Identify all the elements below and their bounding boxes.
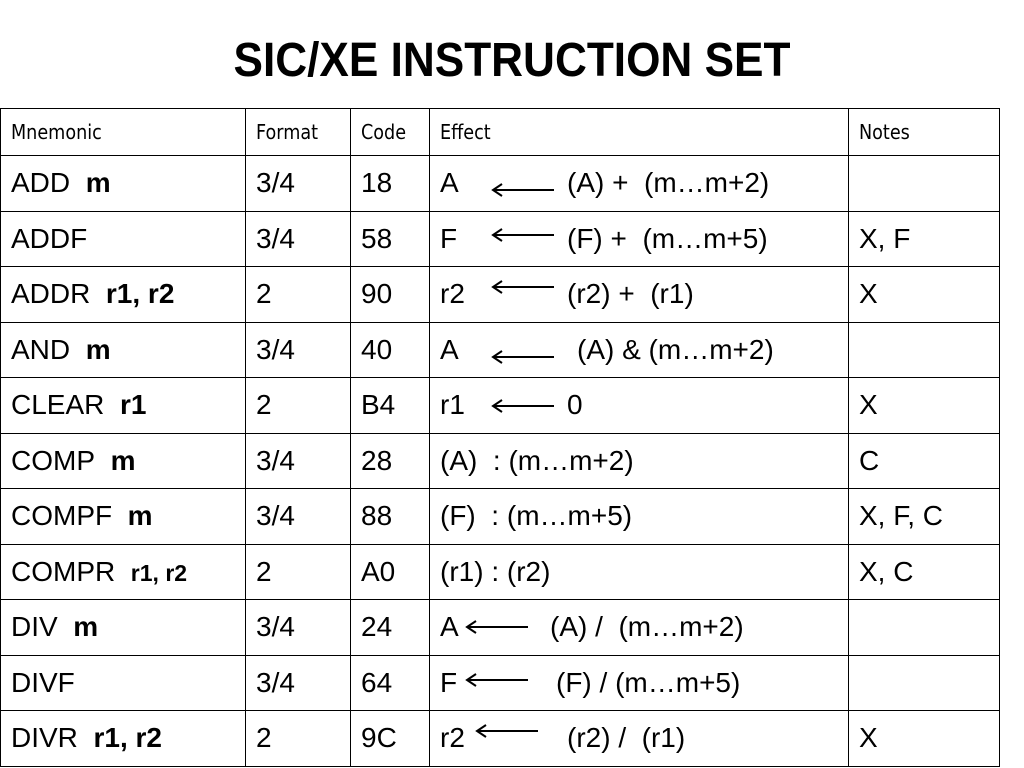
effect-expression: (A) / (m…m+2): [550, 611, 744, 643]
effect-destination: A: [440, 611, 459, 643]
effect-expression: (A) : (m…m+2): [440, 444, 634, 476]
mnemonic-name: DIVF: [11, 666, 75, 698]
table-row: [1, 156, 1000, 212]
header-format: Format: [246, 109, 351, 156]
cell-effect: [430, 655, 849, 711]
effect-expression: (r2) + (r1): [567, 278, 694, 310]
header-effect: Effect: [430, 109, 849, 156]
cell-format: 3/4: [246, 655, 351, 711]
mnemonic-operands: r1, r2: [93, 722, 162, 754]
cell-mnemonic: [1, 433, 246, 489]
cell-notes: [849, 322, 1000, 378]
mnemonic-operands: m: [73, 611, 99, 643]
cell-code: B4: [351, 378, 430, 434]
cell-notes: [849, 600, 1000, 656]
effect-destination: A: [440, 333, 459, 365]
effect-destination: F: [440, 222, 458, 254]
cell-code: 58: [351, 211, 430, 267]
effect-expression: (F) / (m…m+5): [556, 666, 741, 698]
mnemonic-name: ADD: [11, 167, 71, 199]
cell-effect: [430, 489, 849, 545]
instruction-table: [0, 108, 1000, 767]
cell-effect: [430, 711, 849, 767]
table-row: [1, 711, 1000, 767]
effect-expression: (r2) / (r1): [567, 722, 686, 754]
cell-code: 64: [351, 655, 430, 711]
cell-effect: [430, 322, 849, 378]
cell-format: 2: [246, 711, 351, 767]
cell-effect: [430, 544, 849, 600]
table-row: [1, 211, 1000, 267]
table-row: [1, 655, 1000, 711]
cell-format: 2: [246, 267, 351, 323]
cell-format: 3/4: [246, 489, 351, 545]
mnemonic-name: AND: [11, 333, 71, 365]
cell-notes: X, F: [849, 211, 1000, 267]
table-header-row: [1, 109, 1000, 156]
cell-mnemonic: [1, 211, 246, 267]
cell-format: 2: [246, 544, 351, 600]
header-notes: Notes: [849, 109, 1000, 156]
left-arrow-icon: [474, 724, 540, 738]
left-arrow-icon: [490, 280, 556, 294]
effect-expression: (F) : (m…m+5): [440, 500, 633, 532]
cell-code: 90: [351, 267, 430, 323]
table-row: [1, 267, 1000, 323]
effect-destination: r2: [440, 278, 465, 310]
cell-mnemonic: [1, 711, 246, 767]
cell-notes: C: [849, 433, 1000, 489]
effect-expression: (F) + (m…m+5): [567, 222, 768, 254]
left-arrow-icon: [490, 399, 556, 413]
table-row: [1, 544, 1000, 600]
cell-mnemonic: [1, 489, 246, 545]
left-arrow-icon: [490, 228, 556, 242]
left-arrow-icon: [464, 673, 530, 687]
cell-notes: X: [849, 378, 1000, 434]
mnemonic-operands: r1, r2: [130, 559, 188, 586]
effect-destination: A: [440, 167, 459, 199]
mnemonic-name: DIVR: [11, 722, 78, 754]
mnemonic-operands: r1: [119, 389, 147, 421]
cell-notes: [849, 655, 1000, 711]
mnemonic-operands: m: [85, 167, 111, 199]
cell-notes: X: [849, 711, 1000, 767]
effect-destination: r2: [440, 722, 465, 754]
left-arrow-icon: [490, 183, 556, 197]
cell-mnemonic: [1, 267, 246, 323]
cell-effect: [430, 600, 849, 656]
cell-code: 40: [351, 322, 430, 378]
table-row: [1, 378, 1000, 434]
cell-notes: X, F, C: [849, 489, 1000, 545]
cell-format: 3/4: [246, 322, 351, 378]
mnemonic-name: COMP: [11, 444, 95, 476]
left-arrow-icon: [490, 350, 556, 364]
cell-effect: [430, 267, 849, 323]
cell-format: 3/4: [246, 211, 351, 267]
effect-expression: (A) & (m…m+2): [577, 333, 774, 365]
cell-format: 3/4: [246, 600, 351, 656]
effect-destination: r1: [440, 389, 465, 421]
cell-mnemonic: [1, 156, 246, 212]
left-arrow-icon: [464, 620, 530, 634]
cell-notes: X: [849, 267, 1000, 323]
table-row: [1, 322, 1000, 378]
effect-expression: 0: [567, 389, 583, 421]
cell-notes: [849, 156, 1000, 212]
table-body: [1, 156, 1000, 767]
cell-code: 24: [351, 600, 430, 656]
header-code: Code: [351, 109, 430, 156]
cell-code: 88: [351, 489, 430, 545]
cell-mnemonic: [1, 655, 246, 711]
cell-effect: [430, 433, 849, 489]
table-row: [1, 433, 1000, 489]
cell-code: 9C: [351, 711, 430, 767]
mnemonic-name: CLEAR: [11, 389, 105, 421]
table-row: [1, 600, 1000, 656]
mnemonic-name: COMPF: [11, 500, 113, 532]
cell-format: 3/4: [246, 433, 351, 489]
cell-effect: [430, 156, 849, 212]
mnemonic-name: COMPR: [11, 555, 116, 587]
cell-mnemonic: [1, 378, 246, 434]
cell-effect: [430, 378, 849, 434]
mnemonic-name: ADDR: [11, 278, 91, 310]
page-title: SIC/XE INSTRUCTION SET: [233, 34, 791, 87]
effect-destination: F: [440, 666, 458, 698]
mnemonic-name: ADDF: [11, 222, 88, 254]
cell-mnemonic: [1, 544, 246, 600]
cell-code: 28: [351, 433, 430, 489]
cell-mnemonic: [1, 322, 246, 378]
cell-notes: X, C: [849, 544, 1000, 600]
mnemonic-operands: m: [110, 444, 136, 476]
mnemonic-name: DIV: [11, 611, 58, 643]
cell-code: A0: [351, 544, 430, 600]
cell-effect: [430, 211, 849, 267]
mnemonic-operands: m: [127, 500, 153, 532]
header-mnemonic: Mnemonic: [1, 109, 246, 156]
table-row: [1, 489, 1000, 545]
effect-expression: (r1) : (r2): [440, 555, 551, 587]
cell-code: 18: [351, 156, 430, 212]
mnemonic-operands: r1, r2: [105, 278, 175, 310]
mnemonic-operands: m: [85, 333, 111, 365]
cell-format: 2: [246, 378, 351, 434]
cell-mnemonic: [1, 600, 246, 656]
cell-format: 3/4: [246, 156, 351, 212]
effect-expression: (A) + (m…m+2): [567, 167, 770, 199]
